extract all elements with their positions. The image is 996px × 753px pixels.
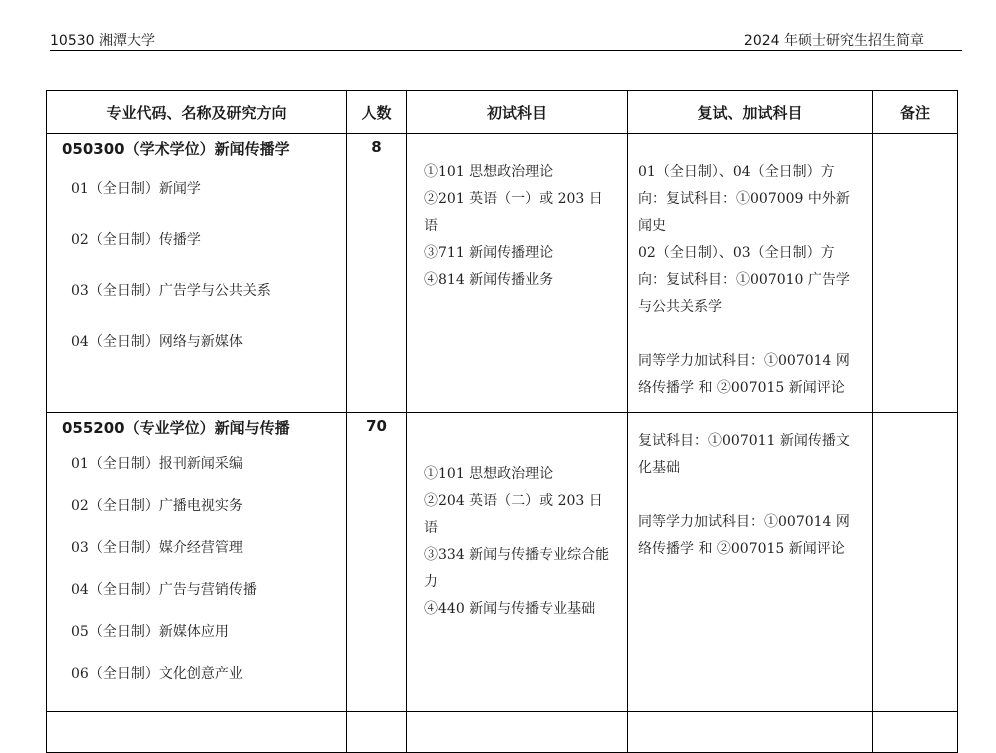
major-cell [47, 413, 347, 712]
exam-subject: ④814 新闻传播业务 [424, 272, 554, 288]
table-row [47, 712, 958, 753]
direction-item: 02（全日制）广播电视实务 [71, 498, 243, 514]
column-header-exam: 初试科目 [407, 91, 628, 134]
retest-text: 复试科目：①007011 新闻传播文化基础 [638, 433, 850, 476]
major-title: 055200（专业学位）新闻与传播 [62, 419, 290, 437]
retest-text: 同等学力加试科目：①007014 网络传播学 和 ②007015 新闻评论 [638, 514, 850, 557]
exam-subjects-cell [407, 413, 628, 712]
exam-subject: ③334 新闻与传播专业综合能力 [424, 547, 610, 590]
exam-subject: ②204 英语（二）或 203 日语 [424, 493, 603, 536]
major-title: 050300（学术学位）新闻传播学 [62, 140, 290, 158]
exam-subject: ②201 英语（一）或 203 日语 [424, 191, 603, 234]
count-cell [347, 413, 407, 712]
table-row [47, 134, 958, 413]
enrollment-count: 70 [366, 417, 387, 435]
direction-item: 02（全日制）传播学 [71, 232, 201, 248]
exam-subject: ③711 新闻传播理论 [424, 245, 554, 261]
column-header-major: 专业代码、名称及研究方向 [47, 91, 347, 134]
direction-item: 05（全日制）新媒体应用 [71, 624, 229, 640]
column-header-note: 备注 [873, 91, 958, 134]
exam-subject: ①101 思想政治理论 [424, 164, 554, 180]
direction-item: 06（全日制）文化创意产业 [71, 666, 243, 682]
enrollment-count: 8 [371, 138, 382, 156]
direction-item: 01（全日制）新闻学 [71, 181, 201, 197]
retest-text: 02（全日制）、03（全日制）方向：复试科目：①007010 广告学与公共关系学 [638, 245, 850, 315]
note-cell [873, 134, 958, 413]
table-row [47, 413, 958, 712]
exam-subject: ④440 新闻与传播专业基础 [424, 601, 596, 617]
direction-item: 03（全日制）媒介经营管理 [71, 540, 243, 556]
exam-subjects-cell [407, 134, 628, 413]
column-header-retest: 复试、加试科目 [628, 91, 873, 134]
note-cell [873, 413, 958, 712]
major-cell [47, 134, 347, 413]
direction-item: 04（全日制）网络与新媒体 [71, 334, 243, 350]
direction-item: 03（全日制）广告学与公共关系 [71, 283, 271, 299]
page-header [50, 28, 962, 51]
table-header-row [47, 91, 958, 134]
retest-cell [628, 134, 873, 413]
retest-text: 01（全日制）、04（全日制）方向：复试科目：①007009 中外新闻史 [638, 164, 850, 234]
count-cell [347, 134, 407, 413]
direction-item: 01（全日制）报刊新闻采编 [71, 456, 243, 472]
retest-cell [628, 413, 873, 712]
retest-text: 同等学力加试科目：①007014 网络传播学 和 ②007015 新闻评论 [638, 353, 850, 396]
exam-subject: ①101 思想政治理论 [424, 466, 554, 482]
direction-item: 04（全日制）广告与营销传播 [71, 582, 257, 598]
header-title: 2024 年硕士研究生招生简章 [743, 33, 924, 49]
header-university: 10530 湘潭大学 [50, 33, 155, 49]
column-header-count: 人数 [347, 91, 407, 134]
admissions-table [46, 90, 958, 753]
